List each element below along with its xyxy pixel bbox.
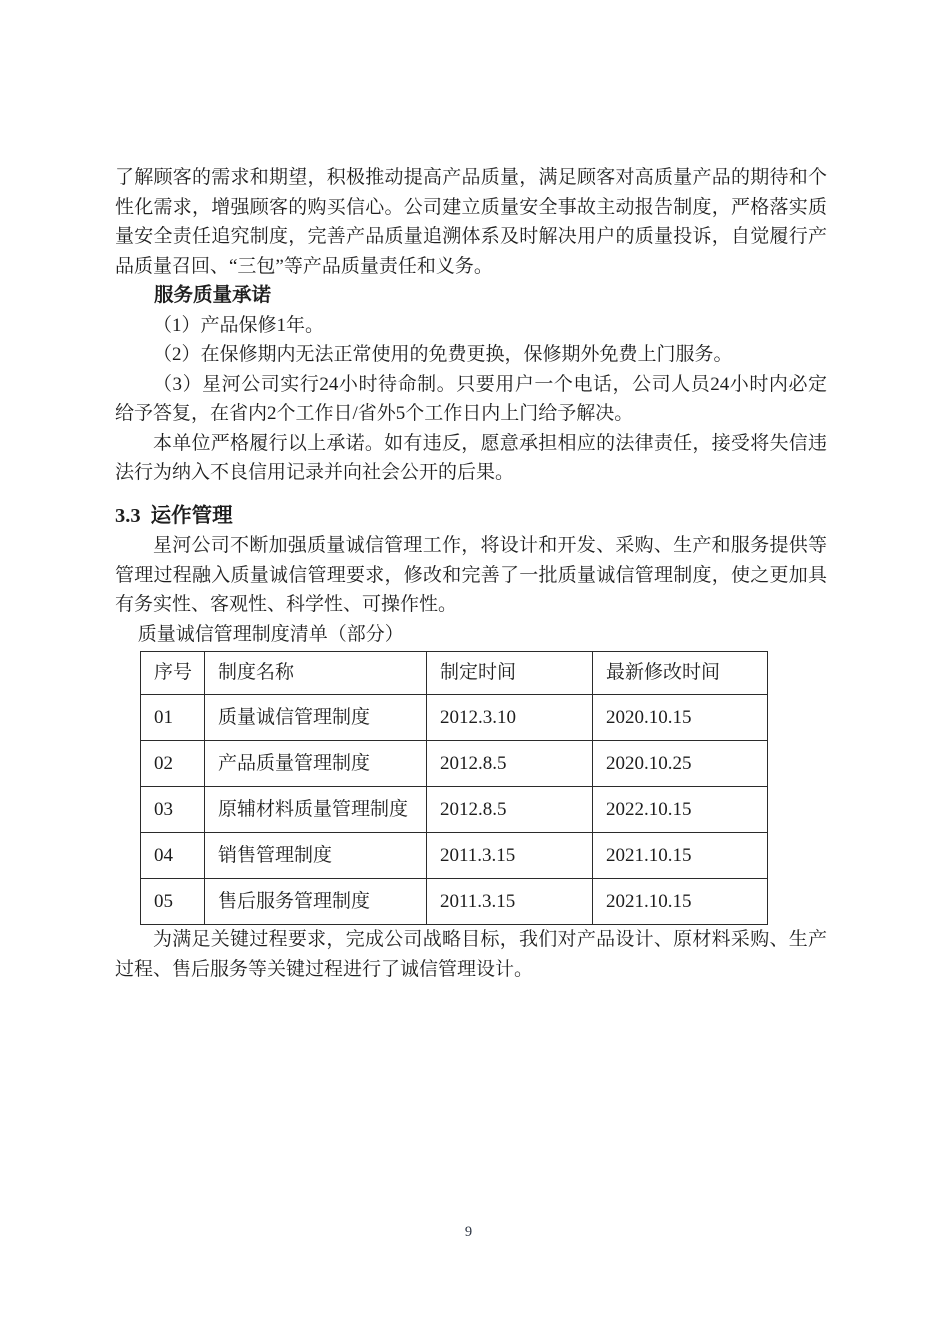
table-row (141, 741, 768, 787)
table-cell: 2012.8.5 (427, 787, 593, 833)
table-cell: 2012.8.5 (427, 741, 593, 787)
table-cell: 2020.10.25 (593, 741, 768, 787)
table-row (141, 879, 768, 925)
table-cell: 02 (141, 741, 205, 787)
table-cell: 产品质量管理制度 (205, 741, 427, 787)
section-title: 运作管理 (150, 504, 233, 527)
header-cell-modified: 最新修改时间 (593, 652, 768, 695)
page-number: 9 (464, 1224, 473, 1240)
table-row (141, 695, 768, 741)
table-cell: 2012.3.10 (427, 695, 593, 741)
table-caption: 质量诚信管理制度清单（部分） (137, 623, 404, 645)
table-row (141, 787, 768, 833)
document-page (115, 163, 827, 984)
section-heading-operation (115, 502, 827, 532)
policy-table (140, 651, 768, 925)
table-header-row (141, 652, 768, 695)
paragraph-legal-promise: 本单位严格履行以上承诺。如有违反，愿意承担相应的法律责任，接受将失信违法行为纳入不良信用记录并向社会公开的后果。 (115, 432, 827, 483)
paragraph-intro: 了解顾客的需求和期望，积极推动提高产品质量，满足顾客对高质量产品的期待和个性化需求，增强顾客的购买信心。公司建立质量安全事故主动报告制度，严格落实质量安全责任追究制度，完善产品质量追溯体系及时解决用户的质量投诉，自觉履行产品质量召回、“三包”等产品质量责任和义务。 (115, 167, 827, 277)
table-cell: 04 (141, 833, 205, 879)
header-cell-created: 制定时间 (427, 652, 593, 695)
commitment-item-3: （3）星河公司实行24小时待命制。只要用户一个电话，公司人员24小时内必定给予答复，在省内2个工作日/省外5个工作日内上门给予解决。 (115, 373, 827, 424)
heading-service-commitment: 服务质量承诺 (154, 285, 272, 306)
table-cell: 05 (141, 879, 205, 925)
table-cell: 2021.10.15 (593, 833, 768, 879)
table-cell: 2020.10.15 (593, 695, 768, 741)
table-cell: 2022.10.15 (593, 787, 768, 833)
table-cell: 03 (141, 787, 205, 833)
header-cell-index: 序号 (141, 652, 205, 695)
table-row (141, 833, 768, 879)
section-number: 3.3 (115, 504, 141, 527)
table-cell: 01 (141, 695, 205, 741)
table-cell: 2011.3.15 (427, 833, 593, 879)
table-cell: 2021.10.15 (593, 879, 768, 925)
table-cell: 2011.3.15 (427, 879, 593, 925)
table-cell: 销售管理制度 (205, 833, 427, 879)
header-cell-name: 制度名称 (205, 652, 427, 695)
table-cell: 原辅材料质量管理制度 (205, 787, 427, 833)
commitment-item-2: （2）在保修期内无法正常使用的免费更换，保修期外免费上门服务。 (153, 344, 733, 365)
paragraph-closing: 为满足关键过程要求，完成公司战略目标，我们对产品设计、原材料采购、生产过程、售后服务等关键过程进行了诚信管理设计。 (115, 929, 827, 980)
table-cell: 售后服务管理制度 (205, 879, 427, 925)
table-cell: 质量诚信管理制度 (205, 695, 427, 741)
commitment-item-1: （1）产品保修1年。 (153, 314, 325, 336)
paragraph-operation-management: 星河公司不断加强质量诚信管理工作，将设计和开发、采购、生产和服务提供等管理过程融入质量诚信管理要求，修改和完善了一批质量诚信管理制度，使之更加具有务实性、客观性、科学性、可操作性。 (115, 535, 827, 615)
